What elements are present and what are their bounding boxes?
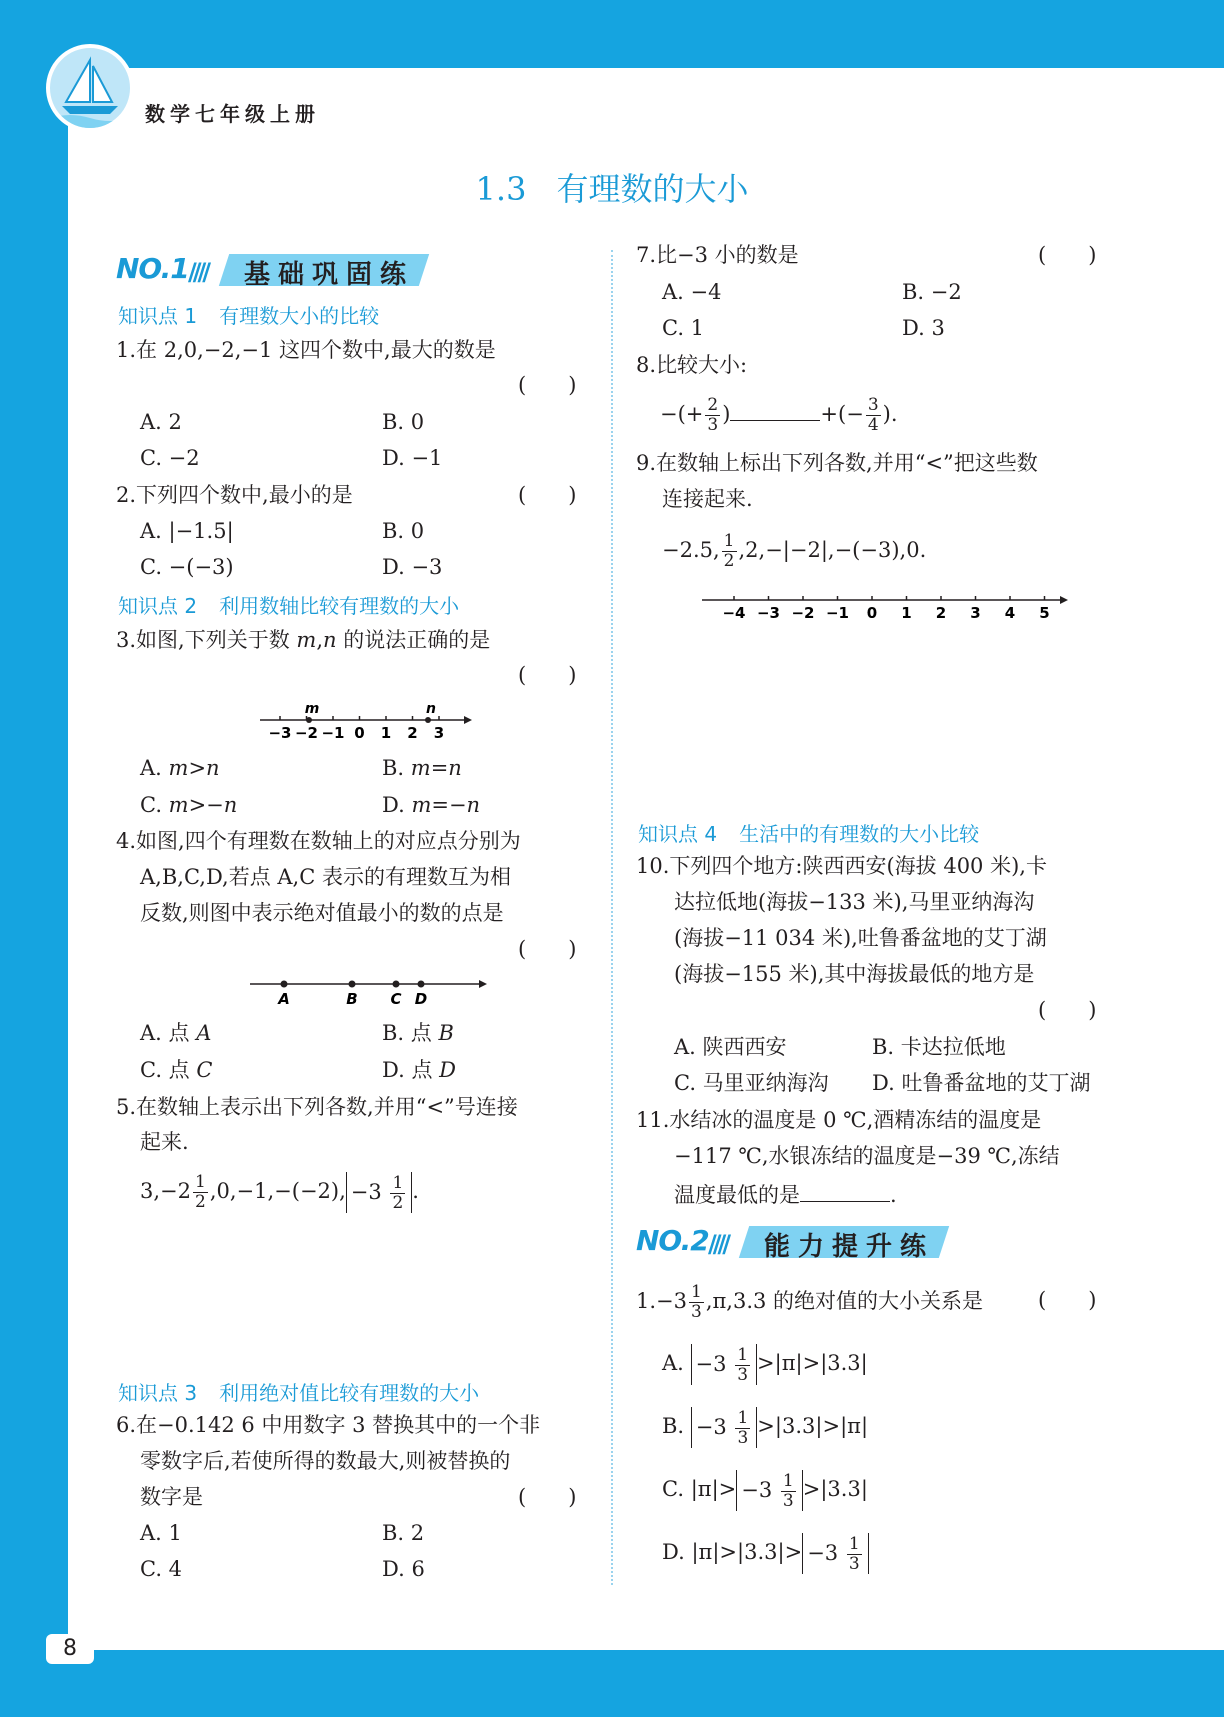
kp-title: 利用绝对值比较有理数的大小 [219,1381,480,1405]
section-number: NO.1 [116,252,189,285]
q6-line-2: 零数字后,若使所得的数最大,则被替换的 [140,1449,511,1473]
fraction [735,1346,750,1385]
axis-arrow [464,716,472,724]
expr-part: −3 [807,1541,839,1565]
fraction [735,1409,750,1448]
option-text: A [196,1021,212,1045]
page-number: 8 [46,1634,94,1664]
option-prefix: C. 点 [140,1058,197,1082]
tick-label: −1 [825,604,850,622]
expr-part: |3.3| [820,1477,868,1501]
gt-sign: > [802,1351,821,1375]
tick-label: 3 [970,604,981,622]
tick-label: −4 [722,604,746,622]
bottom-band [0,1650,1224,1717]
expr-part: ). [882,402,898,426]
numerator: 1 [392,1173,404,1193]
q11-line-3 [674,1177,897,1210]
tick-label: −3 [268,724,292,742]
q3-comma: , [316,628,323,652]
numerator: 2 [707,395,719,415]
p1-answer-paren: ( ) [1038,1288,1097,1312]
book-title: 数学七年级上册 [145,102,320,126]
tick-label: −3 [756,604,781,622]
option-label: B. [662,1414,685,1438]
q6-option-b: B. 2 [382,1521,425,1545]
denominator: 3 [737,1428,749,1448]
q7-option-b: B. −2 [902,280,962,304]
numerator: 1 [723,531,735,551]
q1-option-b: B. 0 [382,410,425,434]
denominator: 2 [723,551,735,571]
banner-slashes: //// [188,258,208,286]
q3-answer-paren: ( ) [518,663,577,687]
tick-label: −2 [294,724,319,742]
answer-blank[interactable] [800,1177,890,1202]
expr-part: |π| [691,1540,720,1564]
fraction [390,1174,405,1213]
option-text: m=−n [411,793,481,817]
q3-option-a [140,753,220,783]
option-prefix: B. [382,756,411,780]
p1-option-b [662,1403,868,1449]
knowledge-point-2 [118,590,459,619]
point-b [349,981,356,988]
point-n [425,717,431,723]
expr-part: ,π,3.3 的绝对值的大小关系是 [705,1289,984,1313]
denominator: 3 [782,1491,794,1511]
q3-number-line [250,700,480,750]
tick-label: 5 [1039,604,1050,622]
fraction [193,1173,208,1212]
expr-part: ,0,−1,−(−2), [209,1179,346,1203]
numerator: 1 [691,1282,702,1302]
q1-option-d: D. −1 [382,446,443,470]
axis-arrow [479,980,487,988]
kp-number: 知识点 3 [118,1381,198,1405]
q10-line-4: (海拔−155 米),其中海拔最低的地方是 [674,962,1035,986]
label-d: D [414,990,428,1008]
expr-end: . [412,1179,419,1203]
option-text: C [196,1058,213,1082]
expr-part: −3 [695,1352,727,1376]
q9-line-1: 9.在数轴上标出下列各数,并用“<”把这些数 [636,451,1038,475]
q10-option-b: B. 卡达拉低地 [872,1035,1006,1059]
q4-line-3: 反数,则图中表示绝对值最小的数的点是 [140,901,504,925]
gt-sign: > [719,1540,738,1564]
q8-stem: 8.比较大小: [636,353,748,377]
q5-expression [140,1168,419,1214]
section-banner-no2 [636,1224,956,1262]
fraction [722,532,737,571]
point-c [393,981,400,988]
expr-part: −3 [695,1415,727,1439]
numerator: 3 [867,395,879,415]
banner-slashes: //// [708,1230,728,1258]
q6-line-1: 6.在−0.142 6 中用数字 3 替换其中的一个非 [116,1413,541,1437]
tick-label: 4 [1004,604,1016,622]
q3-var-n: n [323,628,337,652]
expr-part: |3.3| [737,1540,785,1564]
sailboat-logo-icon [46,44,134,132]
expr-part: −(+ [660,402,704,426]
q1-option-a: A. 2 [140,410,182,434]
kp-title: 生活中的有理数的大小比较 [739,822,980,846]
q10-option-c: C. 马里亚纳海沟 [674,1071,829,1095]
gt-sign: > [757,1351,775,1375]
q9-number-line [700,588,1075,628]
expr-part: +(− [820,402,864,426]
q10-line-3: (海拔−11 034 米),吐鲁番盆地的艾丁湖 [674,926,1047,950]
gt-sign: > [718,1477,737,1501]
q3-option-c [140,790,237,820]
option-prefix: B. 点 [382,1021,439,1045]
q9-expression [662,527,926,573]
q3-option-b [382,753,462,783]
fraction [689,1283,704,1322]
expr-part: |π| [774,1351,803,1375]
q10-line-1: 10.下列四个地方:陕西西安(海拔 400 米),卡 [636,854,1047,878]
kp-number: 知识点 1 [118,304,198,328]
denominator: 2 [195,1192,206,1212]
q7-option-c: C. 1 [662,316,705,340]
knowledge-point-1 [118,300,379,329]
fraction [847,1535,862,1574]
absolute-value [736,1470,802,1511]
q8-expression [660,390,898,438]
numerator: 1 [195,1172,206,1192]
q5-line-1: 5.在数轴上表示出下列各数,并用“<”号连接 [116,1095,518,1119]
section-label: 能力提升练 [764,1232,935,1262]
absolute-value [691,1344,757,1385]
q7-option-d: D. 3 [902,316,945,340]
label-a: A [278,990,290,1008]
q11-line-2: −117 ℃,水银冻结的温度是−39 ℃,冻结 [674,1144,1060,1168]
option-text: m>−n [168,793,238,817]
q3-var-m: m [296,628,317,652]
expr-part: 3,−2 [140,1179,191,1203]
expr-part: 1.−3 [636,1289,687,1313]
q9-line-2: 连接起来. [662,487,753,511]
q10-option-a: A. 陕西西安 [674,1035,787,1059]
denominator: 4 [867,415,879,435]
q3-stem-pre: 3.如图,下列关于数 [116,628,297,652]
q11-end: . [890,1183,897,1207]
fraction [781,1472,796,1511]
numerator: 1 [737,1408,749,1428]
absolute-value [691,1407,757,1448]
q10-option-d: D. 吐鲁番盆地的艾丁湖 [872,1071,1091,1095]
q4-line-2: A,B,C,D,若点 A,C 表示的有理数互为相 [140,865,511,889]
gt-sign: > [757,1414,775,1438]
expr-part: |π| [840,1414,869,1438]
fraction [866,396,881,435]
q7-answer-paren: ( ) [1038,243,1097,267]
column-divider [611,250,613,1585]
q10-line-2: 达拉低地(海拔−133 米),马里亚纳海沟 [674,890,1035,914]
q11-text: 温度最低的是 [674,1183,800,1207]
expr-part: ) [722,402,731,426]
q3-option-d [382,790,480,820]
kp-number: 知识点 4 [638,822,718,846]
p1-option-a [662,1340,868,1386]
tick-label: 2 [407,724,418,742]
point-d [418,981,425,988]
option-prefix: C. [140,793,169,817]
tick-label: −2 [791,604,815,622]
chapter-title [0,164,1224,210]
q6-answer-paren: ( ) [518,1485,577,1509]
absolute-value [802,1533,868,1574]
tick-label: 0 [354,724,365,742]
gt-sign: > [822,1414,841,1438]
q10-answer-paren: ( ) [1038,998,1097,1022]
denominator: 3 [691,1302,702,1322]
expr-part: −3 [741,1478,773,1502]
q4-number-line [245,972,495,1012]
q2-answer-paren: ( ) [518,483,577,507]
knowledge-point-3 [118,1377,479,1406]
denominator: 2 [392,1193,404,1213]
answer-blank[interactable] [730,396,820,421]
q6-option-d: D. 6 [382,1557,425,1581]
q1-option-c: C. −2 [140,446,200,470]
q4-option-d [382,1055,456,1085]
q2-option-b: B. 0 [382,519,425,543]
option-text: m>n [168,756,220,780]
expr-part: |π| [690,1477,719,1501]
label-m: m [304,701,320,717]
numerator: 1 [848,1534,860,1554]
point-a [281,981,288,988]
denominator: 3 [707,415,719,435]
p1-option-d [662,1529,869,1575]
kp-title: 有理数大小的比较 [219,304,380,328]
q6-option-a: A. 1 [140,1521,182,1545]
expr-part: |3.3| [774,1414,823,1438]
q11-line-1: 11.水结冰的温度是 0 ℃,酒精冻结的温度是 [636,1108,1042,1132]
gt-sign: > [784,1540,803,1564]
q3-stem-post: 的说法正确的是 [336,628,491,652]
label-n: n [426,701,436,717]
chapter-number: 1.3 [475,170,527,208]
q1-stem: 1.在 2,0,−2,−1 这四个数中,最大的数是 [116,338,496,362]
tick-label: 0 [866,604,878,622]
q4-answer-paren: ( ) [518,937,577,961]
section-number: NO.2 [636,1224,709,1257]
option-prefix: A. 点 [140,1021,197,1045]
q4-option-a [140,1018,211,1048]
expr-part: −3 [350,1180,382,1204]
option-prefix: D. 点 [382,1058,440,1082]
denominator: 3 [737,1365,749,1385]
option-label: D. [662,1540,685,1564]
section-label: 基础巩固练 [244,260,415,290]
label-b: B [346,990,358,1008]
expr-part: |3.3| [820,1351,868,1375]
p1-option-c [662,1466,868,1512]
q6-option-c: C. 4 [140,1557,183,1581]
section-banner-no1 [116,252,436,290]
point-m [306,717,312,723]
q6-line-3: 数字是 [140,1485,203,1509]
option-text: m=n [410,756,462,780]
q7-option-a: A. −4 [662,280,722,304]
label-c: C [390,990,402,1008]
p1-stem [636,1278,983,1324]
q5-line-2: 起来. [140,1130,189,1154]
tick-label: 3 [433,724,445,742]
option-text: B [438,1021,454,1045]
expr-part: −2.5, [662,538,720,562]
q2-stem: 2.下列四个数中,最小的是 [116,483,353,507]
q2-option-a: A. |−1.5| [140,519,234,543]
option-prefix: D. [382,793,412,817]
q4-option-b [382,1018,454,1048]
q2-option-d: D. −3 [382,555,443,579]
q4-option-c [140,1055,212,1085]
q7-stem: 7.比−3 小的数是 [636,243,799,267]
kp-title: 利用数轴比较有理数的大小 [219,594,460,618]
fraction [705,396,720,435]
q3-stem [116,625,490,655]
denominator: 3 [848,1554,860,1574]
numerator: 1 [737,1345,749,1365]
option-text: D [439,1058,456,1082]
tick-label: 1 [901,604,912,622]
tick-label: −1 [321,724,345,742]
knowledge-point-4 [638,818,979,847]
tick-label: 1 [380,724,392,742]
option-label: A. [662,1351,684,1375]
chapter-name: 有理数的大小 [556,170,749,208]
option-prefix: A. [140,756,169,780]
absolute-value [346,1172,412,1213]
q4-line-1: 4.如图,四个有理数在数轴上的对应点分别为 [116,829,521,853]
axis-arrow [1060,596,1068,604]
numerator: 1 [782,1471,794,1491]
q2-option-c: C. −(−3) [140,555,234,579]
expr-part: ,2,−|−2|,−(−3),0. [738,538,927,562]
top-band [0,0,1224,68]
option-label: C. [662,1477,684,1501]
q1-answer-paren: ( ) [518,373,577,397]
kp-number: 知识点 2 [118,594,198,618]
gt-sign: > [802,1477,821,1501]
tick-label: 2 [935,604,947,622]
